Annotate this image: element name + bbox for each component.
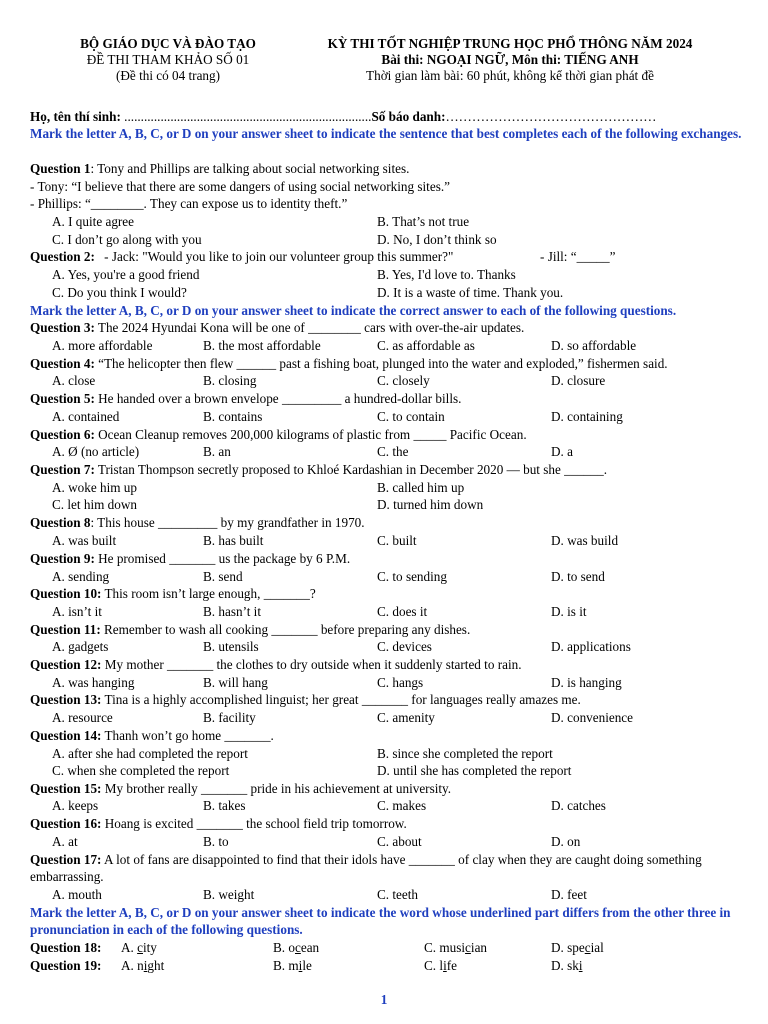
question-18-label: Question 18:	[30, 940, 102, 955]
q7-option-a: A. woke him up	[52, 480, 137, 495]
q14-option-d: D. until she has completed the report	[377, 763, 572, 778]
exam-subject: Bài thi: NGOẠI NGỮ, Môn thi: TIẾNG ANH	[381, 52, 639, 67]
q13-option-b: B. facility	[203, 710, 256, 725]
q17-option-b: B. weight	[203, 887, 255, 902]
instruction-1: Mark the letter A, B, C, or D on your answer sheet to indicate the sentence that best completes each of the following exchanges.	[30, 126, 742, 141]
q14-option-a: A. after she had completed the report	[52, 746, 248, 761]
q14-option-b: B. since she completed the report	[377, 746, 553, 761]
q17-option-c: C. teeth	[377, 887, 419, 902]
question-label: Question 4:	[30, 356, 95, 371]
q19-option-c	[424, 957, 457, 974]
opt-pre: D. spe	[551, 940, 585, 955]
question-text: The 2024 Hyundai Kona will be one of ________ cars with over-the-air updates.	[94, 320, 525, 335]
question-text: Tristan Thompson secretly proposed to Khloé Kardashian in December 2020 — but she ______.	[94, 462, 608, 477]
q4-option-d: D. closure	[551, 373, 606, 388]
q4-option-b: B. closing	[203, 373, 257, 388]
q13-option-d: D. convenience	[551, 710, 634, 725]
opt-post: ean	[300, 940, 320, 955]
question-text: My mother _______ the clothes to dry outside when it suddenly started to rain.	[101, 657, 522, 672]
q10-option-b: B. hasn’t it	[203, 604, 262, 619]
q1-option-a: A. I quite agree	[52, 214, 135, 229]
q6-option-a: A. Ø (no article)	[52, 444, 140, 459]
question-label: Question 9:	[30, 551, 95, 566]
header-left	[30, 36, 306, 84]
name-dots: ...........................................................................	[124, 109, 372, 124]
q7-option-c: C. let him down	[52, 497, 137, 512]
opt-underlined: c	[584, 940, 591, 955]
q18-option-d	[551, 939, 604, 956]
q1-option-b: B. That’s not true	[377, 214, 470, 229]
question-3	[30, 319, 746, 336]
q2-option-c: C. Do you think I would?	[52, 285, 187, 300]
question-text: : This house _________ by my grandfather in 1970.	[90, 515, 365, 530]
question-10	[30, 585, 746, 602]
q2-option-a: A. Yes, you're a good friend	[52, 267, 200, 282]
opt-underlined: i	[143, 958, 148, 973]
question-1	[30, 160, 746, 177]
q7-option-d: D. turned him down	[377, 497, 484, 512]
q5-option-a: A. contained	[52, 409, 120, 424]
q1-option-c: C. I don’t go along with you	[52, 232, 202, 247]
opt-underlined: i	[443, 958, 447, 973]
question-13	[30, 691, 746, 708]
question-text: He handed over a brown envelope _________ a hundred-dollar bills.	[94, 391, 462, 406]
id-dots: …………………………………………	[445, 109, 657, 124]
q15-option-c: C. makes	[377, 798, 427, 813]
id-label: Số báo danh:	[371, 109, 446, 124]
q15-option-a: A. keeps	[52, 798, 99, 813]
q16-option-c: C. about	[377, 834, 422, 849]
ministry-name: BỘ GIÁO DỤC VÀ ĐÀO TẠO	[80, 36, 256, 51]
question-text: Thanh won’t go home _______.	[101, 728, 274, 743]
candidate-line	[30, 108, 746, 125]
q9-option-c: C. to sending	[377, 569, 447, 584]
opt-pre: A.	[121, 940, 138, 955]
q5-option-c: C. to contain	[377, 409, 445, 424]
question-label: Question 12:	[30, 657, 102, 672]
question-label: Question 2:	[30, 249, 95, 264]
question-9	[30, 550, 746, 567]
question-text: “The helicopter then flew ______ past a fishing boat, plunged into the water and exploded,” fishermen said.	[94, 356, 668, 371]
question-8	[30, 514, 746, 531]
q9-option-b: B. send	[203, 569, 243, 584]
q15-option-d: D. catches	[551, 798, 606, 813]
q12-option-b: B. will hang	[203, 675, 268, 690]
question-text: My brother really _______ pride in his achievement at university.	[101, 781, 452, 796]
q3-option-c: C. as affordable as	[377, 338, 475, 353]
question-label: Question 15:	[30, 781, 102, 796]
opt-pre: D. sk	[551, 958, 579, 973]
opt-pre: B. m	[273, 958, 299, 973]
question-text: Ocean Cleanup removes 200,000 kilograms of plastic from _____ Pacific Ocean.	[94, 427, 527, 442]
question-text: Remember to wash all cooking _______ before preparing any dishes.	[100, 622, 471, 637]
exam-title: KỲ THI TỐT NGHIỆP TRUNG HỌC PHỔ THÔNG NĂM 2024	[327, 36, 693, 51]
question-label: Question 13:	[30, 692, 102, 707]
question-text: He promised _______ us the package by 6 P.M.	[94, 551, 351, 566]
q13-option-c: C. amenity	[377, 710, 435, 725]
q5-option-d: D. containing	[551, 409, 623, 424]
q8-option-c: C. built	[377, 533, 417, 548]
opt-post: ity	[142, 940, 157, 955]
opt-post: ian	[470, 940, 488, 955]
question-11	[30, 621, 746, 638]
instruction-3: Mark the letter A, B, C, or D on your answer sheet to indicate the word whose underlined part differs from the other three in pronunciation in each of the following questions.	[30, 905, 731, 937]
q17-option-a: A. mouth	[52, 887, 102, 902]
q16-option-d: D. on	[551, 834, 581, 849]
question-12	[30, 656, 746, 673]
page-number: 1	[380, 992, 388, 1007]
opt-post: fe	[446, 958, 457, 973]
opt-post: ght	[147, 958, 165, 973]
q14-option-c: C. when she completed the report	[52, 763, 230, 778]
question-label: Question 8	[30, 515, 91, 530]
q12-option-d: D. is hanging	[551, 675, 622, 690]
opt-post: ial	[590, 940, 604, 955]
opt-underlined: i	[298, 958, 303, 973]
opt-pre: C. l	[424, 958, 444, 973]
page-count: (Đề thi có 04 trang)	[116, 68, 220, 83]
opt-underlined: c	[137, 940, 143, 955]
question-label: Question 6:	[30, 427, 95, 442]
question-label: Question 3:	[30, 320, 95, 335]
q12-option-c: C. hangs	[377, 675, 424, 690]
question-17	[30, 851, 746, 885]
question-text: : Tony and Phillips are talking about social networking sites.	[90, 161, 410, 176]
question-label: Question 17:	[30, 852, 102, 867]
q11-option-a: A. gadgets	[52, 639, 109, 654]
opt-underlined: c	[465, 940, 471, 955]
question-7	[30, 461, 746, 478]
exam-type: ĐỀ THI THAM KHẢO SỐ 01	[86, 52, 250, 67]
question-text: Hoang is excited _______ the school field trip tomorrow.	[101, 816, 407, 831]
question-label: Question 5:	[30, 391, 95, 406]
question-2	[30, 248, 746, 265]
opt-pre: C. musi	[424, 940, 466, 955]
opt-underlined: c	[294, 940, 301, 955]
name-label: Họ, tên thí sinh:	[30, 109, 121, 124]
q6-option-d: D. a	[551, 444, 573, 459]
q4-option-c: C. closely	[377, 373, 430, 388]
question-6	[30, 426, 746, 443]
instruction-2: Mark the letter A, B, C, or D on your answer sheet to indicate the correct answer to each of the following questions.	[30, 303, 677, 318]
q8-option-a: A. was built	[52, 533, 117, 548]
q10-option-d: D. is it	[551, 604, 587, 619]
question-text: - Jack: "Would you like to join our volunteer group this summer?"	[104, 249, 454, 264]
q10-option-a: A. isn’t it	[52, 604, 102, 619]
question-text: Tina is a highly accomplished linguist; her great _______ for languages really amazes me.	[101, 692, 581, 707]
q11-option-d: D. applications	[551, 639, 631, 654]
q6-option-b: B. an	[203, 444, 231, 459]
q1-line-2: - Tony: “I believe that there are some dangers of using social networking sites.”	[30, 179, 450, 194]
q10-option-c: C. does it	[377, 604, 428, 619]
question-19-label: Question 19:	[30, 958, 102, 973]
opt-underlined: i	[578, 958, 583, 973]
question-label: Question 11:	[30, 622, 101, 637]
q5-option-b: B. contains	[203, 409, 263, 424]
q19-option-d	[551, 957, 583, 974]
question-label: Question 10:	[30, 586, 102, 601]
q2-option-d: D. It is a waste of time. Thank you.	[377, 285, 564, 300]
q3-option-d: D. so affordable	[551, 338, 637, 353]
question-label: Question 7:	[30, 462, 95, 477]
opt-pre: A. n	[121, 958, 144, 973]
q16-option-a: A. at	[52, 834, 78, 849]
question-tail: - Jill: “_____”	[540, 249, 616, 264]
question-14	[30, 727, 746, 744]
q9-option-a: A. sending	[52, 569, 110, 584]
q12-option-a: A. was hanging	[52, 675, 135, 690]
q19-option-b	[273, 957, 312, 974]
question-text: This room isn’t large enough, _______?	[101, 586, 316, 601]
question-16	[30, 815, 746, 832]
q18-option-c	[424, 939, 487, 956]
q1-option-d: D. No, I don’t think so	[377, 232, 497, 247]
question-label: Question 1	[30, 161, 91, 176]
q1-line-3: - Phillips: “________. They can expose us to identity theft.”	[30, 196, 348, 211]
q13-option-a: A. resource	[52, 710, 113, 725]
q18-option-b	[273, 939, 319, 956]
q3-option-b: B. the most affordable	[203, 338, 321, 353]
q2-option-b: B. Yes, I'd love to. Thanks	[377, 267, 516, 282]
q8-option-b: B. has built	[203, 533, 264, 548]
q18-option-a	[121, 939, 157, 956]
q19-option-a	[121, 957, 164, 974]
q4-option-a: A. close	[52, 373, 96, 388]
exam-time: Thời gian làm bài: 60 phút, không kể thời gian phát đề	[366, 68, 654, 83]
q11-option-c: C. devices	[377, 639, 432, 654]
q15-option-b: B. takes	[203, 798, 246, 813]
q17-option-d: D. feet	[551, 887, 587, 902]
question-text: A lot of fans are disappointed to find that their idols have _______ of clay when they are caught doing something embarrassing.	[30, 852, 702, 884]
question-label: Question 16:	[30, 816, 102, 831]
q9-option-d: D. to send	[551, 569, 605, 584]
question-4	[30, 355, 746, 372]
opt-post: le	[302, 958, 312, 973]
q3-option-a: A. more affordable	[52, 338, 153, 353]
q11-option-b: B. utensils	[203, 639, 259, 654]
q8-option-d: D. was build	[551, 533, 619, 548]
header-right	[300, 36, 720, 84]
question-label: Question 14:	[30, 728, 102, 743]
q7-option-b: B. called him up	[377, 480, 465, 495]
question-15	[30, 780, 746, 797]
q6-option-c: C. the	[377, 444, 409, 459]
question-5	[30, 390, 746, 407]
q16-option-b: B. to	[203, 834, 229, 849]
opt-pre: B. o	[273, 940, 295, 955]
